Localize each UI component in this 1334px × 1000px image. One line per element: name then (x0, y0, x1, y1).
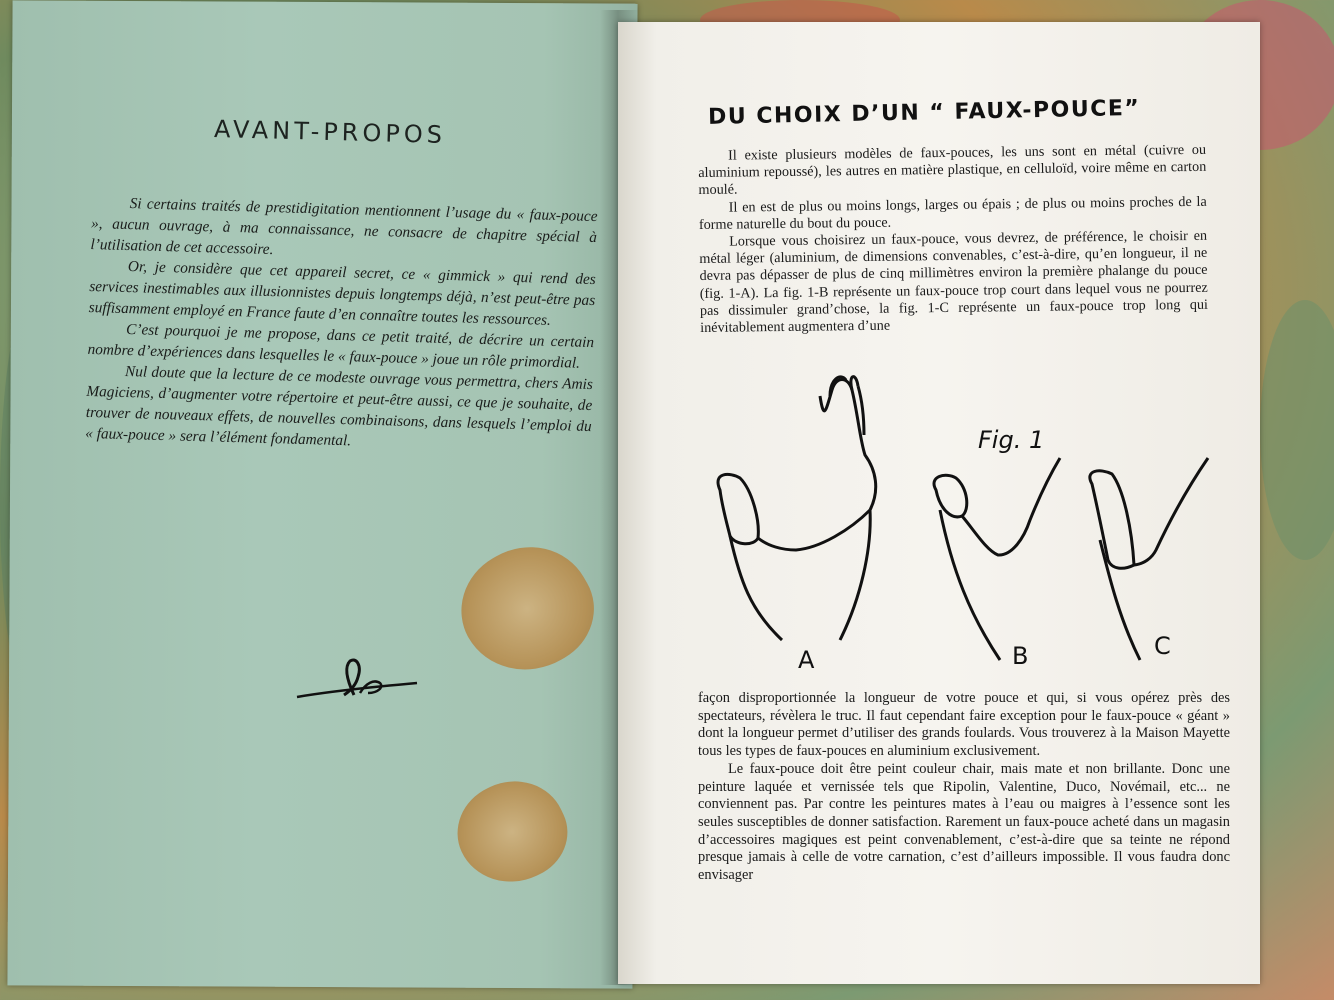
right-page-text-bottom (698, 690, 1230, 885)
paragraph: C’est pourquoi je me propose, dans ce petit traité, de décrire un certain nombre d’expériences dans lesquelles le « faux-pouce » joue un rôle primordial. (87, 321, 595, 372)
paragraph: Le faux-pouce doit être peint couleur chair, mais mate et non brillante. Donc une peinture laquée et vernissée tels que Ripolin, Valentine, Duco, Novémail, etc... ne conviennent pas. Par contre les peintures mates à l’eau ou maigres à l’essence sont les seules susceptibles de donner satisfaction. Rarement un faux-pouce acheté dans un magasin d’accessoires magiques est peint convenablement, c’est-à-dire que sa teinte ne répond presque jamais à celle de votre carnation, c’est d’ailleurs impossible. Il vous faudra donc envisager (698, 760, 1230, 884)
right-page-title: DU CHOIX D’UN “ FAUX-POUCE” (707, 95, 1141, 130)
thumb-figure (700, 360, 1240, 680)
hand-c-drawing (1090, 458, 1208, 660)
figure-label-a: A (798, 646, 815, 674)
left-page-title: AVANT-PROPOS (213, 114, 447, 150)
paragraph: Lorsque vous choisirez un faux-pouce, vous devrez, de préférence, le choisir en métal léger (aluminium, de dimensions convenables, c’est-à-dire, qu’en longueur, il ne devra pas dépasser de plus de cinq millimètres environ la première phalange du pouce (fig. 1-A). La fig. 1-B représente un faux-pouce trop court dans lequel vous ne pourrez pas dissimuler grand’chose, la fig. 1-C représente un faux-pouce trop long qui inévitablement augmentera d’une (699, 227, 1209, 337)
figure-caption: Fig. 1 (978, 426, 1045, 454)
hand-a-drawing (718, 377, 876, 640)
paragraph: Il en est de plus ou moins longs, larges ou épais ; de plus ou moins proches de la forme naturelle du bout du pouce. (698, 193, 1207, 233)
paragraph: Il existe plusieurs modèles de faux-pouces, les uns sont en métal (cuivre ou aluminium repoussé), les autres en matière plastique, en celluloïd, voire même en carton moulé. (698, 141, 1207, 199)
paragraph: Or, je considère que cet appareil secret, ce « gimmick » qui rend des services inestimables aux illusionnistes depuis longtemps déjà, n’est peut-être pas suffisamment employé en France faute d’en connaître toutes les ressources. (88, 258, 596, 329)
hand-b-drawing (934, 458, 1060, 660)
paragraph: Si certains traités de prestidigitation mentionnent l’usage du « faux-pouce », aucun ouvrage, à ma connaissance, ne consacre de chapitre spécial à l’utilisation de cet accessoire. (90, 195, 598, 259)
right-page-text-top (698, 142, 1208, 337)
paragraph: façon disproportionnée la longueur de votre pouce et qui, si vous opérez près des spectateurs, révèlera le truc. Il faut cependant faire exception pour le faux-pouce « géant » dont la longueur permet d’utiliser des grands foulards. Vous trouverez à la Maison Mayette tous les types de faux-pouces en aluminium exclusivement. (698, 690, 1230, 760)
paragraph: Nul doute que la lecture de ce modeste ouvrage vous permettra, chers Amis Magiciens, d’augmenter votre répertoire et peut-être aussi, ce que je souhaite, de trouver de nouveaux effets, de nouvelles combinaisons, dans lesquels l’emploi du « faux-pouce » sera l’élément fondamental. (85, 362, 594, 450)
figure-label-b: B (1012, 642, 1029, 670)
figure-label-c: C (1154, 632, 1171, 660)
left-page-text (85, 192, 598, 458)
publisher-monogram-icon (292, 655, 422, 705)
